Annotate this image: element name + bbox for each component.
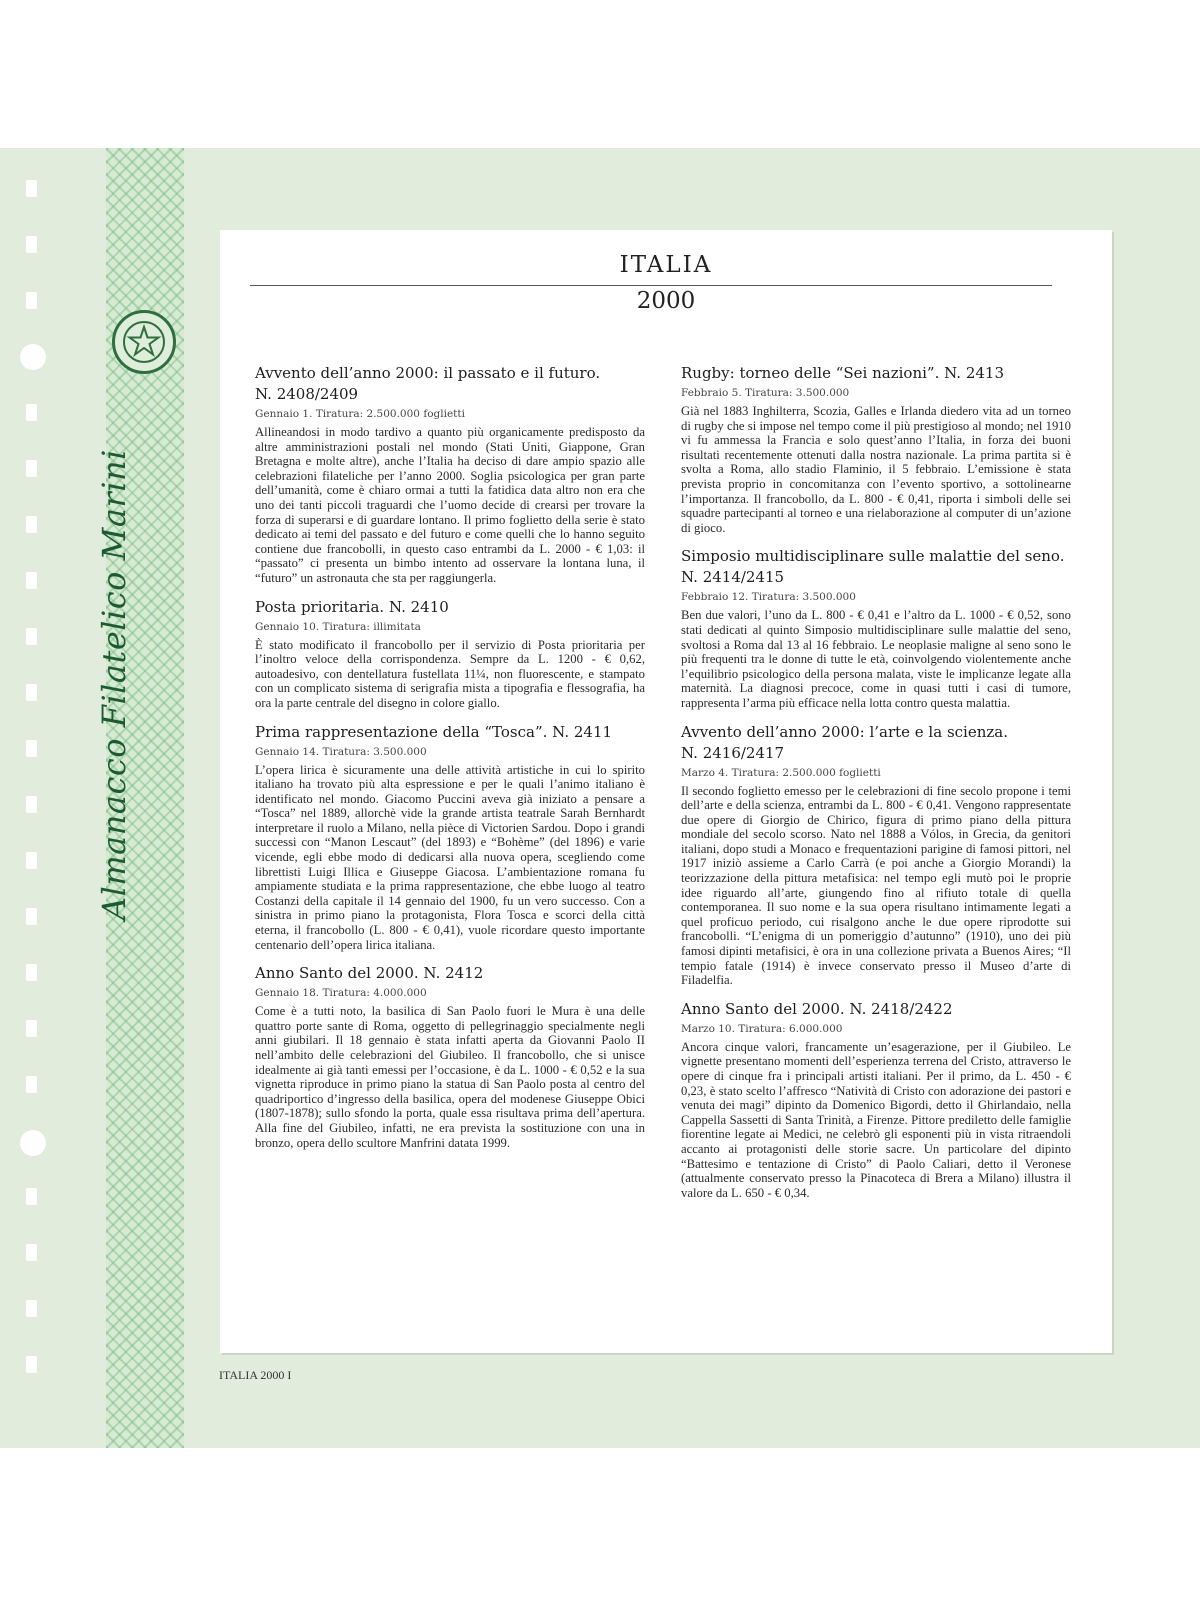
article <box>255 964 645 1150</box>
binder-ring-hole <box>20 1130 46 1156</box>
right-column <box>681 364 1071 1212</box>
article-meta: Gennaio 14. Tiratura: 3.500.000 <box>255 745 427 758</box>
article-meta: Marzo 4. Tiratura: 2.500.000 foglietti <box>681 766 881 779</box>
article-title: Avvento dell’anno 2000: l’arte e la scienza. <box>681 722 1008 741</box>
article-number: N. 2414/2415 <box>681 568 785 587</box>
article-title: Rugby: torneo delle “Sei nazioni”. N. 2413 <box>681 364 1004 382</box>
article-body: Ben due valori, l’uno da L. 800 - € 0,41 e l’altro da L. 1000 - € 0,52, sono stati dedicati al quinto Simposio multidisciplinare sulle malattie del seno, svoltosi a Roma dal 13 al 16 febbraio. Le neoplasie maligne al seno sono le più frequenti tra le donne di tutte le età, coinvolgendo violentemente anche l’equilibrio psicologico della persona malata, viste le implicanze legate alla maternità. La diagnosi precoce, come in quasi tutti i casi di tumore, rappresenta l’arma più efficace nella lotta contro questa malattia. <box>681 608 1071 710</box>
binder-hole <box>26 908 37 925</box>
article-body: Ancora cinque valori, francamente un’esagerazione, per il Giubileo. Le vignette presentano momenti dell’esperienza terrena del Cristo, attraverso le opere di cinque fra i principali artisti italiani. Per il primo, da L. 450 - € 0,23, è stato scelto l’affresco “Natività di Cristo con adorazione dei pastori e venuta dei magi” dipinto da Domenico Bigordi, detto il Ghirlandaio, nella Cappella Sassetti di Santa Trinità, a Firenze. Pittore prediletto delle famiglie fiorentine legate ai Medici, ne celebrò gli esponenti più in vista ritraendoli accanto ai protagonisti delle storie sacre. Un particolare del dipinto “Battesimo e tentazione di Cristo” di Paolo Caliari, detto il Veronese (attualmente conservato presso la Pinacoteca di Brera a Milano) illustra il valore da L. 650 - € 0,34. <box>681 1039 1071 1200</box>
article-title: Anno Santo del 2000. N. 2412 <box>255 964 484 983</box>
article-body: È stato modificato il francobollo per il servizio di Posta prioritaria per l’inoltro veloce della corrispondenza. Sempre da L. 1200 - € 0,62, autoadesivo, con dentellatura fustellata 11¼, non fluorescente, e stampato con un complicato sistema di serigrafia mista a tipografia e flessografia, ha ora la parte centrale del disegno in colore giallo. <box>255 637 645 710</box>
article-body: Come è a tutti noto, la basilica di San Paolo fuori le Mura è una delle quattro porte sante di Roma, oggetto di pellegrinaggio specialmente negli anni giubilari. Il 18 gennaio è stata infatti aperta da Giovanni Paolo II nell’ambito delle celebrazioni del Giubileo. Il francobollo, che si unisce idealmente ai già tanti emessi per l’occasione, è da L. 1000 - € 0,52 e la sua vignetta riproduce in primo piano la statua di San Paolo posta al centro del quadriportico d’ingresso della basilica, opera del modenese Giuseppe Obici (1807-1878); sullo sfondo la porta, quale essa risultava prima dell’apertura. Alla fine del Giubileo, infatti, ne era prevista la sostituzione con una in bronzo, opera dello scultore Manfrini datata 1999. <box>255 1004 645 1150</box>
article-title: Posta prioritaria. N. 2410 <box>255 597 449 616</box>
binder-hole <box>26 572 37 589</box>
left-column <box>255 364 645 1162</box>
binder-hole <box>26 1188 37 1205</box>
article-meta: Gennaio 18. Tiratura: 4.000.000 <box>255 987 427 1000</box>
binder-hole <box>26 628 37 645</box>
binder-hole <box>26 460 37 477</box>
binder-hole <box>26 740 37 757</box>
binder-ring-hole <box>20 344 46 370</box>
article-title: Simposio multidisciplinare sulle malattie del seno. <box>681 547 1065 566</box>
title-divider <box>250 285 1052 286</box>
page-title: ITALIA <box>619 252 713 278</box>
binder-holes <box>0 148 50 1448</box>
binder-hole <box>26 684 37 701</box>
binder-hole <box>26 1300 37 1317</box>
page-panel <box>220 230 1112 1353</box>
page-year: 2000 <box>636 288 696 314</box>
article-meta: Febbraio 12. Tiratura: 3.500.000 <box>681 591 856 604</box>
article <box>681 1000 1071 1201</box>
binder-hole <box>26 404 37 421</box>
article-meta: Gennaio 1. Tiratura: 2.500.000 foglietti <box>255 408 465 420</box>
article <box>681 364 1071 535</box>
article-title: Anno Santo del 2000. N. 2418/2422 <box>681 999 953 1018</box>
article-meta: Gennaio 10. Tiratura: illimitata <box>255 620 421 633</box>
article <box>255 598 645 711</box>
article <box>681 547 1071 710</box>
article-body: Il secondo foglietto emesso per le celebrazioni di fine secolo propone i temi dell’arte e della scienza, entrambi da L. 800 - € 0,41. Vengono rappresentate due opere di Giorgio de Chirico, figura di primo piano della pittura mondiale del secolo scorso. Nato nel 1888 a Vólos, in Grecia, da genitori italiani, dopo studi a Monaco e frequentazioni parigine di famosi pittori, nel 1917 iniziò assieme a Carlo Carrà (e poi anche a Giorgio Morandi) la teorizzazione della pittura metafisica: nel tempo egli mutò poi le proprie idee riguardo all’arte, giungendo fino al rifiuto totale di quella contemporanea. Il suo nome e la sua opera risultano intimamente legati a quel proficuo periodo, cui risalgono anche le due opere riprodotte sui francobolli. “L’enigma di un pomeriggio d’autunno” (1910), uno dei più famosi dipinti metafisici, è ora in una collezione privata a Buenos Aires; “Il tempio fatale (1914) è invece conservato presso il Museo d’arte di Filadelfia. <box>681 783 1071 988</box>
binder-hole <box>26 236 37 253</box>
binder-hole <box>26 964 37 981</box>
binder-hole <box>26 1076 37 1093</box>
article-body: L’opera lirica è sicuramente una delle attività artistiche in cui lo spirito italiano ha trovato più alta espressione e per le quali l’animo italiano è identificato nel mondo. Giacomo Puccini aveva già iniziato a pensare a “Tosca” nel 1889, allorchè vide la grande artista teatrale Sarah Bernhardt interpretare il ruolo a Milano, nella pièce di Victorien Sardou. Dopo i grandi successi con “Manon Lescaut” (del 1893) e “Bohème” (del 1896) e varie vicende, egli ebbe modo di dedicarsi alla nuova opera, scegliendo come librettisti Luigi Illica e Giuseppe Giacosa. L’ambientazione romana fu ampiamente studiata e la prima rappresentazione, che ebbe luogo al teatro Costanzi della capitale il 14 gennaio del 1900, fu un vero successo. Con a sinistra in primo piano la protagonista, Flora Tosca e scorci della città eterna, il francobollo (L. 800 - € 0,41), vuole ricordare questo importante centenario dell’opera lirica italiana. <box>255 762 645 952</box>
binder-hole <box>26 1244 37 1261</box>
binder-hole <box>26 1356 37 1373</box>
page-footer-label: ITALIA 2000 I <box>219 1368 292 1382</box>
article-number: N. 2416/2417 <box>681 743 785 762</box>
article-body: Già nel 1883 Inghilterra, Scozia, Galles e Irlanda diedero vita ad un torneo di rugby che si impose nel tempo come il più prestigioso al mondo; nel 1910 vi fu ammessa la Francia e solo quest’anno l’Italia, in forza dei buoni risultati recentemente ottenuti dalla nostra nazionale. La prima partita si è svolta a Roma, allo stadio Flaminio, il 5 febbraio. L’emissione è stata prevista proprio in concomitanza con l’evento sportivo, a sottolinearne l’importanza. Il francobollo, da L. 800 - € 0,41, riporta i simboli delle sei squadre partecipanti al torneo e una rielaborazione al computer di un’azione di gioco. <box>681 404 1071 535</box>
article-meta: Febbraio 5. Tiratura: 3.500.000 <box>681 387 850 399</box>
article-title: Avvento dell’anno 2000: il passato e il futuro. <box>255 364 601 382</box>
binder-hole <box>26 852 37 869</box>
article-number: N. 2408/2409 <box>255 385 359 403</box>
article-body: Allineandosi in modo tardivo a quanto più organicamente predisposto da altre amministrazioni postali nel mondo (Stati Uniti, Giappone, Gran Bretagna e molte altre), anche l’Italia ha deciso di dare ampio spazio alle celebrazioni filateliche per l’anno 2000. Soglia psicologica per gran parte dell’umanità, come è chiaro ormai a tutti la fatidica data altro non era che uno dei tanti piccoli traguardi che l’uomo decide di crearsi per trovare la forza di superarsi e di guardare lontano. Il primo foglietto della serie è stato dedicato ai temi del passato e del futuro e come quelli che lo hanno seguito contiene due francobolli, in questo caso entrambi da L. 2000 - € 1,03: il “passato” ci presenta un bimbo intento ad osservare la lontana luna, il “futuro” un astronauta che sta per raggiungerla. <box>255 425 645 585</box>
binder-hole <box>26 516 37 533</box>
italian-republic-emblem-icon <box>112 310 176 374</box>
article-title: Prima rappresentazione della “Tosca”. N. 2411 <box>255 722 613 741</box>
binder-hole <box>26 1020 37 1037</box>
binder-hole <box>26 796 37 813</box>
brand-vertical-text: Almanacco Filatelico Marini <box>95 449 133 920</box>
article <box>255 723 645 953</box>
article <box>255 364 645 586</box>
binder-hole <box>26 180 37 197</box>
binder-hole <box>26 292 37 309</box>
article-meta: Marzo 10. Tiratura: 6.000.000 <box>681 1022 843 1035</box>
article <box>681 723 1071 988</box>
